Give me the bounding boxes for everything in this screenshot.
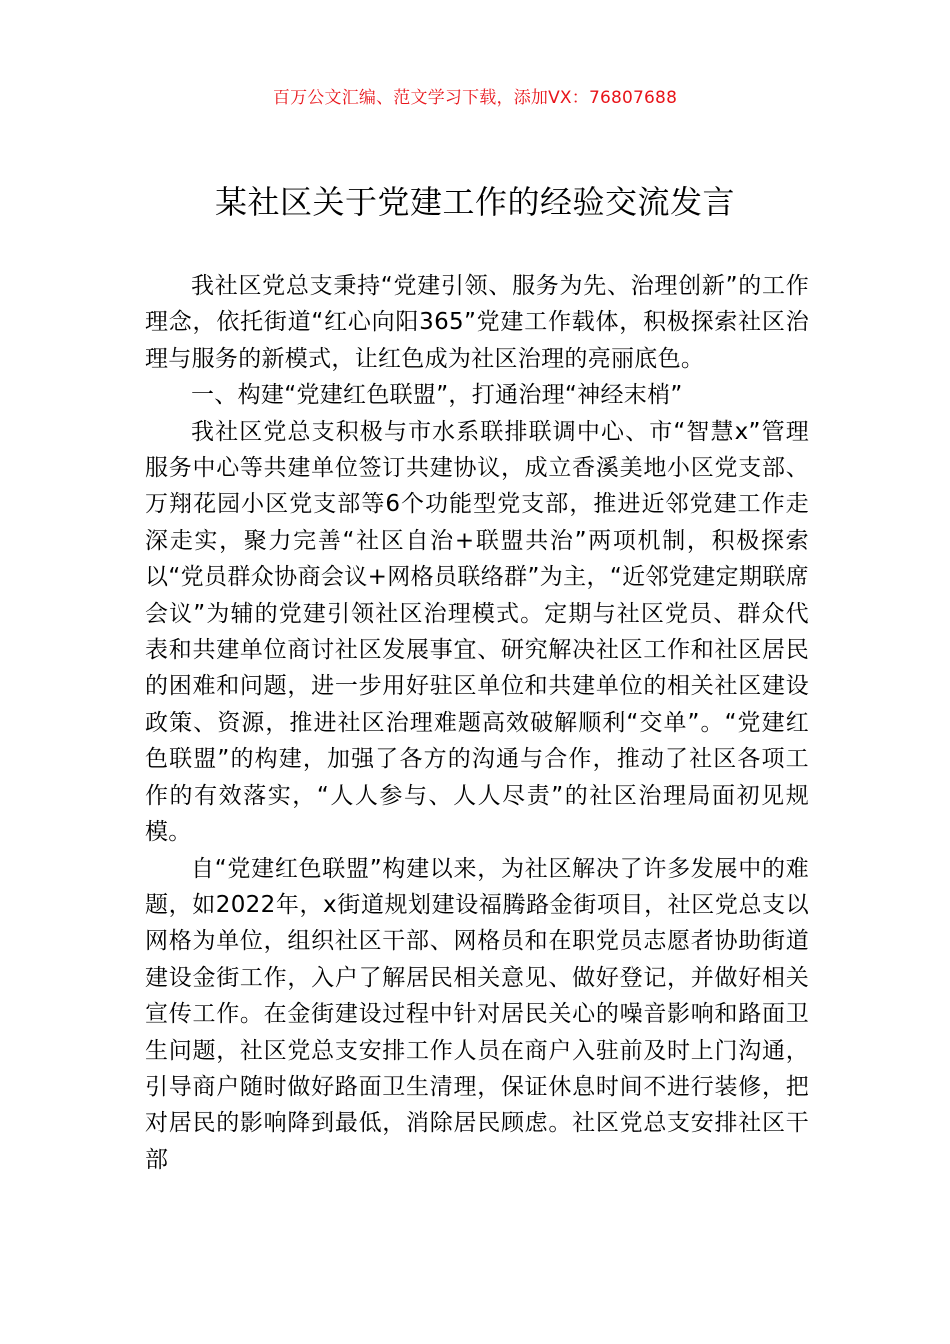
document-title: 某社区关于党建工作的经验交流发言 bbox=[214, 183, 735, 221]
section-heading: 一、构建“党建红色联盟”，打通治理“神经末梢” bbox=[191, 382, 683, 409]
body-paragraph: 我社区党总支积极与市水系联排联调中心、市“智慧x”管理服务中心等共建单位签订共建协议，成立香溪美地小区党支部、万翔花园小区党支部等6个功能型党支部，推进近邻党建工作走深走实，聚力完善“社区自治+联盟共治”两项机制，积极探索以“党员群众协商会议+网格员联络群”为主，“近邻党建定期联席会议”为辅的党建引领社区治理模式。定期与社区党员、群众代表和共建单位商讨社区发展事宜、研究解决社区工作和社区居民的困难和问题，进一步用好驻区单位和共建单位的相关社区建设政策、资源，推进社区治理难题高效破解顺利“交单”。“党建红色联盟”的构建，加强了各方的沟通与合作，推动了社区各项工作的有效落实，“人人参与、人人尽责”的社区治理局面初见规模。 bbox=[145, 418, 809, 846]
document-body bbox=[145, 268, 809, 1178]
promo-banner: 百万公文汇编、范文学习下载，添加VX：76807688 bbox=[272, 88, 678, 108]
body-paragraph: 自“党建红色联盟”构建以来，为社区解决了许多发展中的难题，如2022年，x街道规划建设福腾路金街项目，社区党总支以网格为单位，组织社区干部、网格员和在职党员志愿者协助街道建设金街工作，入户了解居民相关意见、做好登记，并做好相关宣传工作。在金街建设过程中针对居民关心的噪音影响和路面卫生问题，社区党总支安排工作人员在商户入驻前及时上门沟通，引导商户随时做好路面卫生清理，保证休息时间不进行装修，把对居民的影响降到最低，消除居民顾虑。社区党总支安排社区干部 bbox=[145, 855, 809, 1173]
intro-paragraph: 我社区党总支秉持“党建引领、服务为先、治理创新”的工作理念，依托街道“红心向阳365”党建工作载体，积极探索社区治理与服务的新模式，让红色成为社区治理的亮丽底色。 bbox=[145, 273, 809, 372]
